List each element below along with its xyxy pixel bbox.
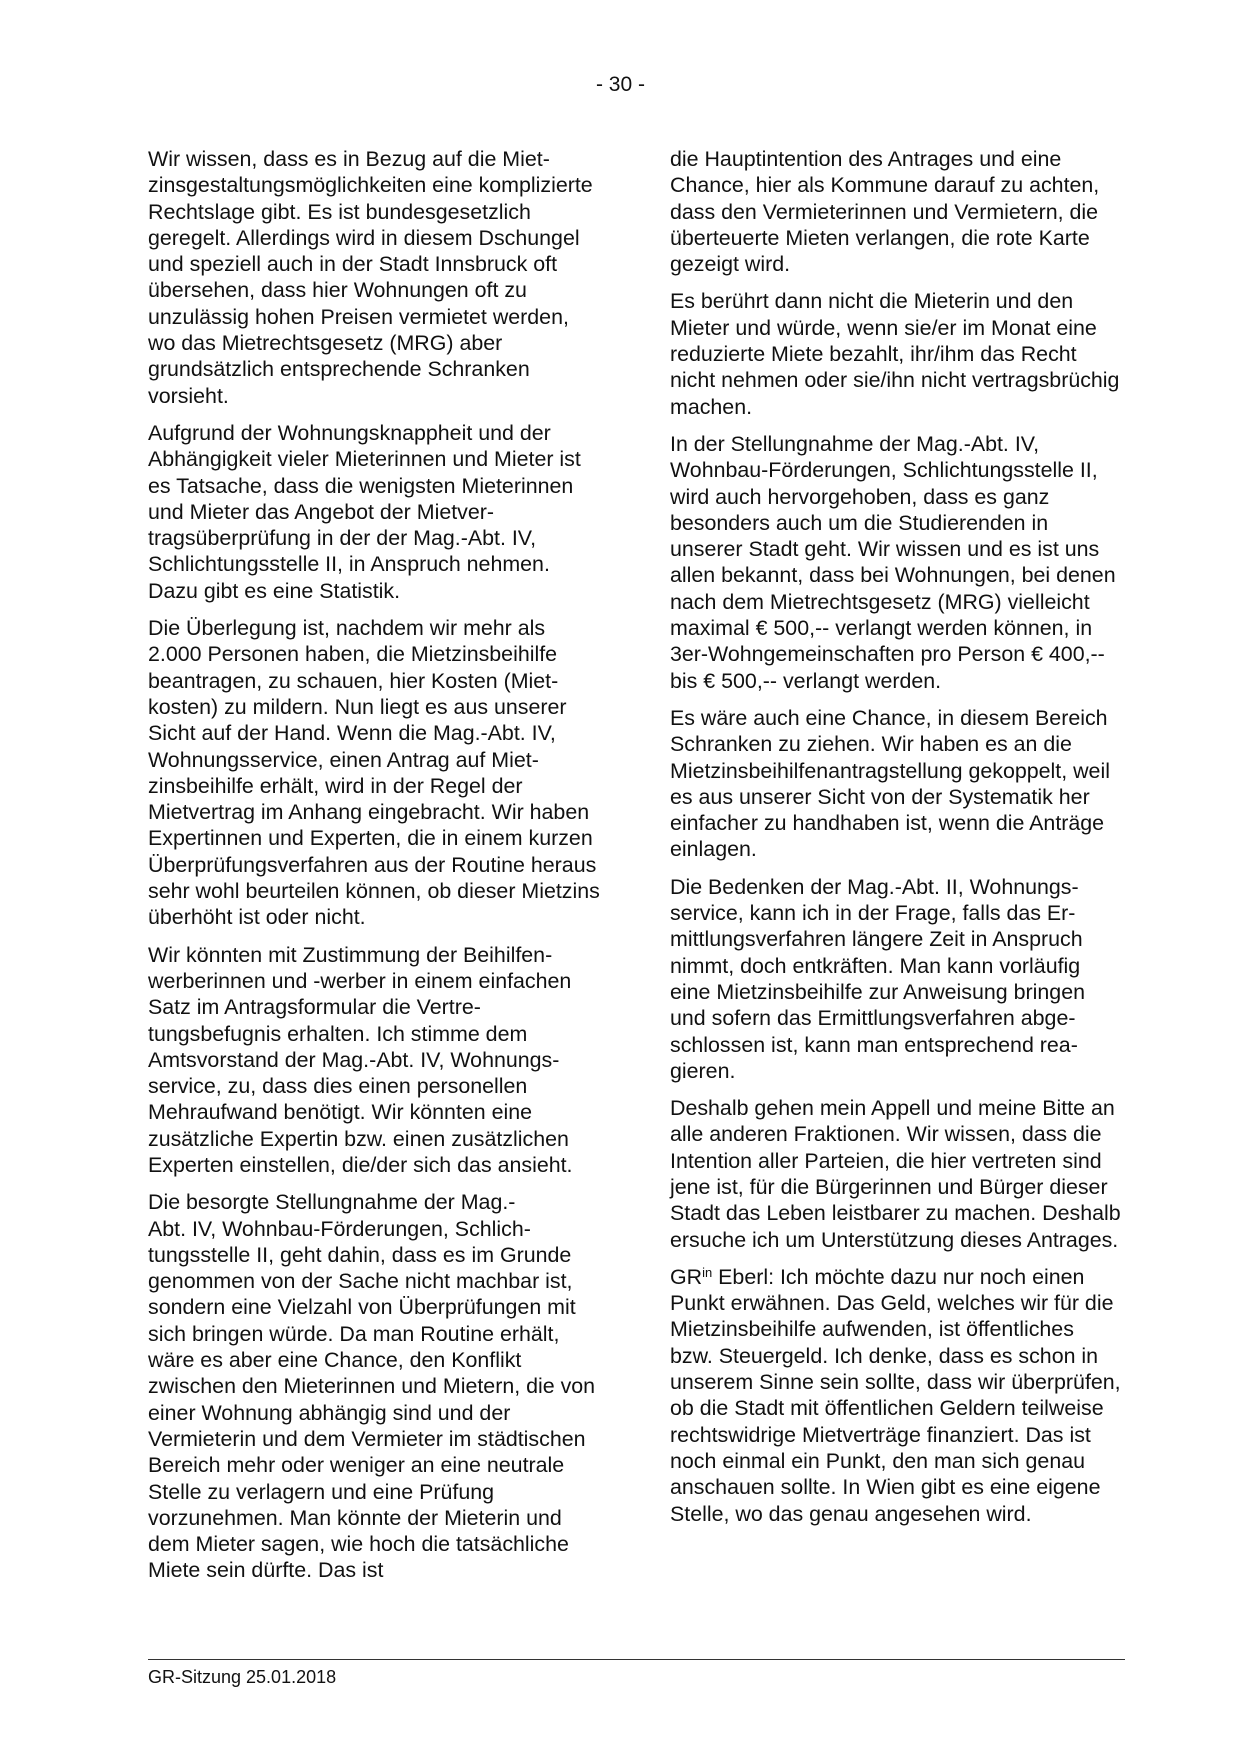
footer-session-date: GR-Sitzung 25.01.2018 [148,1667,337,1687]
paragraph: die Hauptintention des Antrages und eine Chance, hier als Kommune darauf zu achten, dass den Vermieterinnen und Vermietern, die überteuerte Mieten verlangen, die rote Karte gezeigt wird. [670,147,1100,277]
right-column [670,146,1122,1538]
paragraph: Deshalb gehen mein Appell und meine Bitte an alle anderen Fraktionen. Wir wissen, dass die Intention aller Parteien, die hier vertreten sind jene ist, für die Bürgerinnen und Bürger dieser Stadt das Leben leistbarer zu machen. Deshalb ersuche ich um Unterstützung dieses Antrages. [670,1096,1121,1252]
paragraph: Die Überlegung ist, nachdem wir mehr als 2.000 Personen haben, die Mietzinsbeihilfe beantragen, zu schauen, hier Kosten (Mietkosten) zu mildern. Nun liegt es aus unserer Sicht auf der Hand. Wenn die Mag.-Abt. IV, Wohnungsservice, einen Antrag auf Mietzinsbeihilfe erhält, wird in der Regel der Mietvertrag im Anhang eingebracht. Wir haben Expertinnen und Experten, die in einem kurzen Überprüfungsverfahren aus der Routine heraus sehr wohl beurteilen können, ob dieser Mietzins überhöht ist oder nicht. [148,616,600,930]
paragraph: Es wäre auch eine Chance, in diesem Bereich Schranken zu ziehen. Wir haben es an die Mietzinsbeihilfenantragstellung gekoppelt, weil es aus unserer Sicht von der Systematik her einfacher zu handhaben ist, wenn die Anträge einlagen. [670,705,1110,862]
paragraph: Wir wissen, dass es in Bezug auf die Mietzinsgestaltungsmöglichkeiten eine komplizierte Rechtslage gibt. Es ist bundesgesetzlich geregelt. Allerdings wird in diesem Dschungel und speziell auch in der Stadt Innsbruck oft übersehen, dass hier Wohnungen oft zu unzulässig hohen Preisen vermietet werden, wo das Mietrechtsgesetz (MRG) aber grundsätzlich entsprechende Schranken vorsieht. [148,147,593,408]
paragraph: Aufgrund der Wohnungsknappheit und der Abhängigkeit vieler Mieterinnen und Mieter ist es Tatsache, dass die wenigsten Mieterinnen und Mieter das Angebot der Mietvertragsüberprüfung in der der Mag.-Abt. IV, Schlichtungsstelle II, in Anspruch nehmen. Dazu gibt es eine Statistik. [148,420,581,603]
page-number: - 30 - [595,73,645,96]
paragraph: Die Bedenken der Mag.-Abt. II, Wohnungsservice, kann ich in der Frage, falls das Ermittlungsverfahren längere Zeit in Anspruch nimmt, doch entkräften. Man kann vorläufig eine Mietzinsbeihilfe zur Anweisung bringen und sofern das Ermittlungsverfahren abgeschlossen ist, kann man entsprechend reagieren. [670,874,1085,1083]
paragraph: Wir könnten mit Zustimmung der Beihilfenwerberinnen und -werber in einem einfachen Satz im Antragsformular die Vertretungsbefugnis erhalten. Ich stimme dem Amtsvorstand der Mag.-Abt. IV, Wohnungsservice, zu, dass dies einen personellen Mehraufwand benötigt. Wir könnten eine zusätzliche Expertin bzw. einen zusätzlichen Experten einstellen, die/der sich das ansieht. [148,942,573,1177]
speaker-title: GR [670,1264,703,1289]
speaker-text: Ich möchte dazu nur noch einen Punkt erwähnen. Das Geld, welches wir für die Mietzinsbeihilfe aufwenden, ist öffentliches bzw. Steuergeld. Ich denke, dass es schon in unserem Sinne sein sollte, dass wir überprüfen, ob die Stadt mit öffentlichen Geldern teilweise rechtswidrige Mietverträge finanziert. Das ist noch einmal ein Punkt, den man sich genau anschauen sollte. In Wien gibt es eine eigene Stelle, wo das genau angesehen wird. [670,1264,1121,1526]
speaker-name: Eberl: [712,1264,780,1289]
speaker-paragraph [670,1264,1122,1527]
paragraph: Es berührt dann nicht die Mieterin und den Mieter und würde, wenn sie/er im Monat eine reduzierte Miete bezahlt, ihr/ihm das Recht nicht nehmen oder sie/ihn nicht vertragsbrüchig machen. [670,289,1120,419]
left-column [148,146,600,1595]
paragraph: Die besorgte Stellungnahme der Mag.- Abt. IV, Wohnbau-Förderungen, Schlichtungsstelle II, geht dahin, dass es im Grunde genommen von der Sache nicht machbar ist, sondern eine Vielzahl von Überprüfungen mit sich bringen würde. Da man Routine erhält, wäre es aber eine Chance, den Konflikt zwischen den Mieterinnen und Mietern, die von einer Wohnung abhängig sind und der Vermieterin und dem Vermieter im städtischen Bereich mehr oder weniger an eine neutrale Stelle zu verlagern und eine Prüfung vorzunehmen. Man könnte der Mieterin und dem Mieter sagen, wie hoch die tatsächliche Miete sein dürfte. Das ist [148,1190,596,1583]
paragraph: In der Stellungnahme der Mag.-Abt. IV, Wohnbau-Förderungen, Schlichtungsstelle II, wird auch hervorgehoben, dass es ganz besonders auch um die Studierenden in unserer Stadt geht. Wir wissen und es ist uns allen bekannt, dass bei Wohnungen, bei denen nach dem Mietrechtsgesetz (MRG) vielleicht maximal € 500,-- verlangt werden können, in 3er-Wohngemeinschaften pro Person € 400,-- bis € 500,-- verlangt werden. [670,431,1116,693]
footer-divider [148,1659,1125,1660]
speaker-title-suffix: in [702,1264,713,1280]
